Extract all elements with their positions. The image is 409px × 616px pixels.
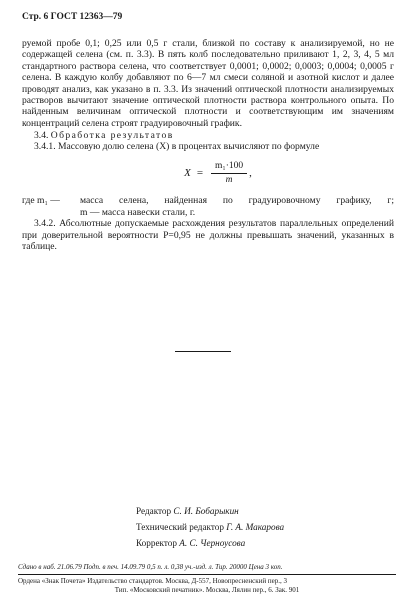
editor-label: Редактор (136, 506, 172, 516)
credit-corrector (136, 535, 284, 551)
credit-editor (136, 503, 284, 519)
section-3-4-heading (22, 130, 394, 141)
formula-trailing: , (249, 166, 252, 179)
formula (42, 155, 394, 193)
page-header: Стр. 6 ГОСТ 12363—79 (22, 12, 123, 22)
tech-editor-label: Технический редактор (136, 522, 224, 532)
where-m1 (22, 195, 394, 206)
section-number: 3.4. (34, 129, 49, 141)
imprint-print-data: Сдано в наб. 21.06.79 Подп. в печ. 14.09.79 0,5 п. л. 0,38 уч.-изд. л. Тир. 20000 Цена 3 коп. (18, 563, 396, 575)
credits-block (136, 503, 284, 551)
paragraph-calibration: руемой пробе 0,1; 0,25 или 0,5 г стали, близкой по составу к анализируемой, но не содержащей селена (см. п. 3.3). В пять колб последовательно приливают 1, 2, 3, 4, 5 мл стандартного раствора селена, что соответствует 0,0001; 0,0002; 0,0003; 0,0004; 0,0005 г селена. В каждую колбу добавляют по 6—7 мл смеси соляной и азотной кислот и далее проводят анализ, как указано в п. 3.3. Из значений оптической плотности анализируемых растворов вычитают значение оптической плотности раствора контрольного опыта. По найденным величинам оптической плотности и соответствующим им значениям концентраций селена строят градуировочный график. (22, 38, 394, 129)
formula-lhs: X (184, 166, 191, 179)
formula-equals: = (196, 166, 204, 179)
imprint-block (18, 563, 396, 596)
formula-denominator: m (225, 175, 233, 186)
section-title: Обработка результатов (50, 129, 174, 141)
document-body (22, 38, 394, 253)
tech-editor-name: Г. А. Макарова (226, 522, 285, 532)
corrector-name: А. С. Черноусова (179, 538, 246, 548)
paragraph-3-4-2: 3.4.2. Абсолютные допускаемые расхождения результатов параллельных определений при доверительной вероятности P=0,95 не должны превышать значений, указанных в таблице. (22, 218, 394, 253)
section-divider (175, 351, 231, 352)
formula-numerator: m₁·100 (211, 161, 247, 174)
where-intro: где m₁ — (22, 194, 60, 206)
paragraph-3-4-1: 3.4.1. Массовую долю селена (X) в процентах вычисляют по формуле (34, 141, 320, 153)
imprint-printer: Тип. «Московский печатник». Москва, Лялин пер., 6. Зак. 901 (114, 586, 300, 595)
corrector-label: Корректор (136, 538, 177, 548)
credit-tech-editor (136, 519, 284, 535)
imprint-publisher: Ордена «Знак Почета» Издательство стандартов. Москва, Д-557, Новопресненский пер., 3 (18, 577, 287, 586)
where-m: m — масса навески стали, г. (80, 206, 196, 218)
editor-name: С. И. Бобарыкин (173, 506, 239, 516)
where-m1-definition: масса селена, найденная по градуировочному графику, г; (80, 194, 394, 206)
formula-fraction (211, 161, 247, 187)
